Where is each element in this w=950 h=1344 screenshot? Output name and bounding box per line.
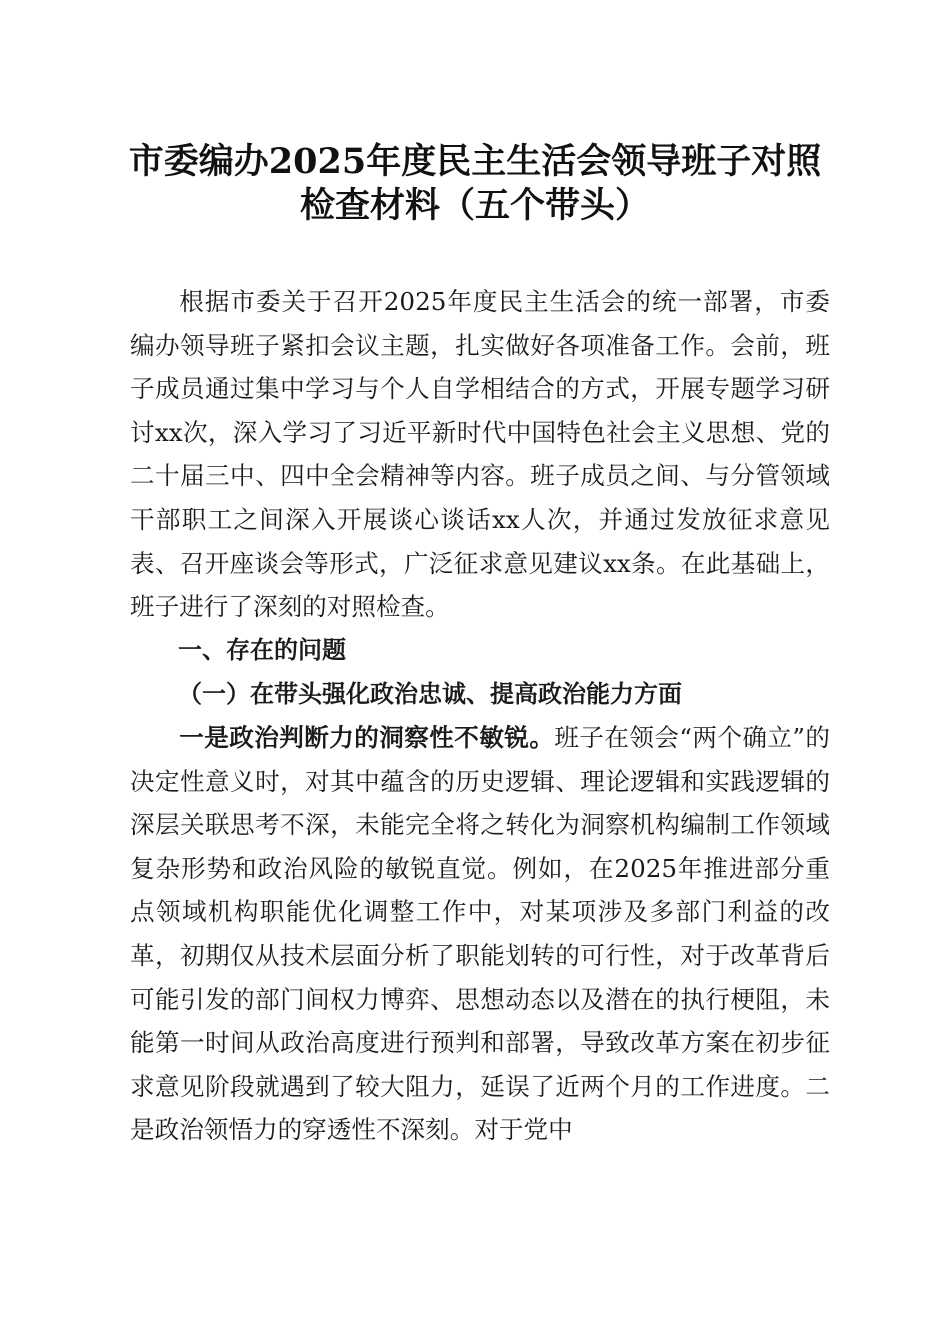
point-lead-sentence: 一是政治判断力的洞察性不敏锐。 bbox=[179, 722, 555, 752]
section-heading: 一、存在的问题 bbox=[178, 635, 346, 664]
document-body bbox=[130, 280, 830, 1152]
intro-paragraph: 根据市委关于召开2025年度民主生活会的统一部署，市委编办领导班子紧扣会议主题，扎实做好各项准备工作。会前，班子成员通过集中学习与个人自学相结合的方式，开展专题学习研讨xx次，深入学习了习近平新时代中国特色社会主义思想、党的二十届三中、四中全会精神等内容。班子成员之间、与分管领域干部职工之间深入开展谈心谈话xx人次，并通过发放征求意见表、召开座谈会等形式，广泛征求意见建议xx条。在此基础上，班子进行了深刻的对照检查。 bbox=[130, 287, 830, 622]
subsection-heading: （一）在带头强化政治忠诚、提高政治能力方面 bbox=[178, 679, 682, 709]
point-paragraph bbox=[130, 716, 830, 1152]
document-title-line-2: 检查材料（五个带头） bbox=[299, 185, 650, 226]
document-title-line-1: 市委编办2025年度民主生活会领导班子对照 bbox=[128, 141, 822, 182]
point-body-text: 班子在领会“两个确立”的决定性意义时，对其中蕴含的历史逻辑、理论逻辑和实践逻辑的深层关联思考不深，未能完全将之转化为洞察机构编制工作领域复杂形势和政治风险的敏锐直觉。例如，在2025年推进部分重点领域机构职能优化调整工作中，对某项涉及多部门利益的改革，初期仅从技术层面分析了职能划转的可行性，对于改革背后可能引发的部门间权力博弈、思想动态以及潜在的执行梗阻，未能第一时间从政治高度进行预判和部署，导致改革方案在初步征求意见阶段就遇到了较大阻力，延误了近两个月的工作进度。二是政治领悟力的穿透性不深刻。对于党中 bbox=[130, 722, 830, 1145]
